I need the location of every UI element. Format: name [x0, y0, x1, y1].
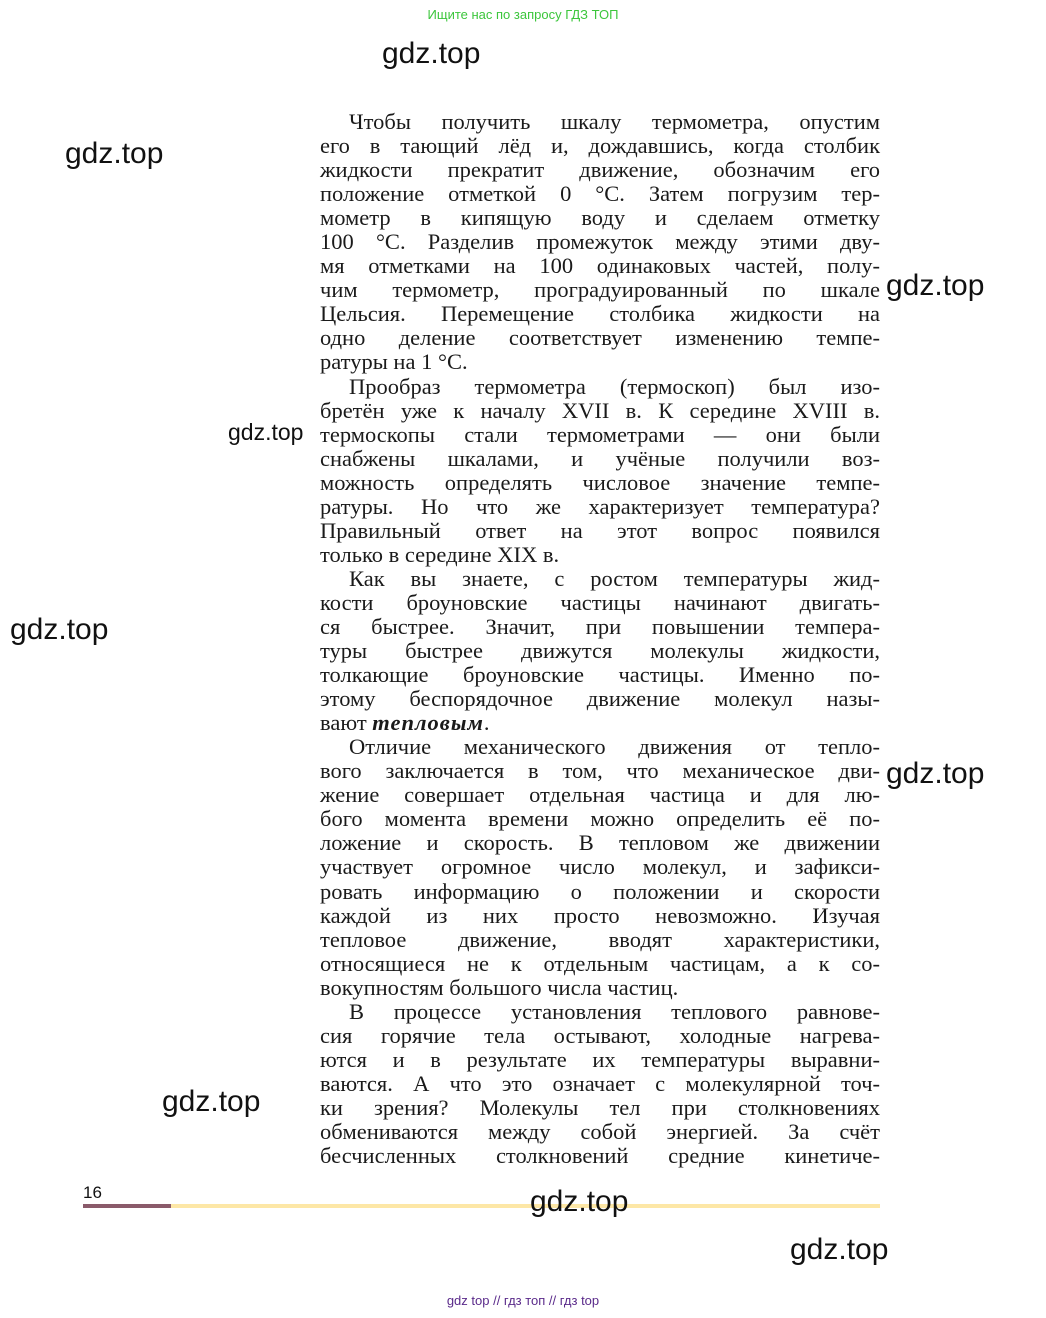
text-line: каждой из них просто невозможно. Изучая: [320, 902, 880, 928]
text-line: чим термометр, проградуированный по шкале: [320, 277, 880, 303]
text-segment: .: [483, 710, 490, 736]
text-line: мя отметками на 100 одинаковых частей, полу-: [320, 253, 880, 279]
text-line: бого момента времени можно определить её по-: [320, 806, 880, 832]
text-line: вого заключается в том, что механическое дви-: [320, 758, 880, 784]
paragraph: [320, 110, 880, 375]
watermark: gdz.top: [65, 137, 164, 170]
watermark: gdz.top: [162, 1085, 261, 1118]
text-line: термоскопы стали термометрами — они были: [320, 421, 880, 447]
text-line: одно деление соответствует изменению темпе-: [320, 325, 880, 351]
watermark: gdz.top: [10, 613, 109, 646]
text-line: Чтобы получить шкалу термометра, опустим: [349, 109, 880, 134]
text-line: бесчисленных столкновений средние кинетиче-: [320, 1143, 880, 1169]
watermark: gdz.top: [790, 1233, 889, 1266]
watermark: gdz.top: [886, 269, 985, 302]
text-line: [320, 711, 880, 735]
body-text: [320, 110, 880, 1168]
text-line: Правильный ответ на этот вопрос появился: [320, 517, 880, 543]
watermark: gdz.top: [886, 757, 985, 790]
text-line: положение отметкой 0 °С. Затем погрузим тер-: [320, 181, 880, 207]
watermark: gdz.top: [228, 419, 304, 445]
text-line: этому беспорядочное движение молекул назы-: [320, 686, 880, 712]
text-line: тепловое движение, вводят характеристики,: [320, 926, 880, 952]
footer-note: gdz top // гдз топ // гдз top: [446, 1293, 600, 1308]
text-line: 100 °С. Разделив промежуток между этими дву-: [320, 229, 880, 255]
header-note: Ищите нас по запросу ГДЗ ТОП: [427, 7, 619, 22]
paragraph: [320, 375, 880, 567]
text-line: ратуры на 1 °С.: [320, 349, 468, 375]
text-line: мометр в кипящую воду и сделаем отметку: [320, 205, 880, 231]
text-line: жение совершает отдельная частица и для лю-: [320, 782, 880, 808]
text-line: вокупностям большого числа частиц.: [320, 974, 679, 1000]
text-line: Отличие механического движения от тепло-: [349, 734, 880, 760]
watermark: gdz.top: [530, 1185, 629, 1218]
paragraph: [320, 1000, 880, 1168]
paragraph: [320, 735, 880, 1000]
text-line: снабжены шкалами, и учёные получили воз-: [320, 445, 880, 471]
text-line: обмениваются между собой энергией. За счёт: [320, 1118, 880, 1144]
text-line: жидкости прекратит движение, обозначим его: [320, 157, 880, 183]
text-line: ровать информацию о положении и скорости: [320, 878, 880, 904]
page-rule-accent: [83, 1204, 171, 1208]
text-line: можность определять числовое значение темпе-: [320, 469, 880, 495]
text-line: туры быстрее движутся молекулы жидкости,: [320, 638, 880, 664]
text-line: толкающие броуновские частицы. Именно по-: [320, 662, 880, 688]
text-line: только в середине XIX в.: [320, 541, 560, 567]
text-line: ки зрения? Молекулы тел при столкновениях: [320, 1094, 880, 1120]
text-line: его в тающий лёд и, дождавшись, когда столбик: [320, 133, 880, 159]
text-line: В процессе установления теплового равнове-: [349, 998, 880, 1024]
text-line: бретён уже к началу XVII в. К середине XVIII в.: [320, 397, 880, 423]
text-line: относящиеся не к отдельным частицам, а к со-: [320, 950, 880, 976]
text-line: ются и в результате их температуры выравни-: [320, 1046, 880, 1072]
text-line: ратуры. Но что же характеризует температура?: [320, 493, 880, 519]
text-line: Цельсия. Перемещение столбика жидкости на: [320, 301, 880, 327]
text-line: Прообраз термометра (термоскоп) был изо-: [349, 373, 880, 399]
page-rule: [171, 1204, 880, 1208]
text-line: ваются. А что это означает с молекулярной точ-: [320, 1070, 880, 1096]
text-line: ложение и скорость. В тепловом же движении: [320, 830, 880, 856]
text-line: кости броуновские частицы начинают двигать-: [320, 589, 880, 615]
paragraph: [320, 567, 880, 735]
watermark: gdz.top: [382, 37, 481, 70]
text-line: участвует огромное число молекул, и зафикси-: [320, 854, 880, 880]
text-line: Как вы знаете, с ростом температуры жид-: [349, 565, 880, 591]
term-emphasis: тепловым: [372, 710, 484, 736]
page-number: 16: [83, 1183, 102, 1202]
text-segment: вают: [320, 710, 373, 736]
text-line: сия горячие тела остывают, холодные нагрева-: [320, 1022, 880, 1048]
text-line: ся быстрее. Значит, при повышении темпера-: [320, 613, 880, 639]
